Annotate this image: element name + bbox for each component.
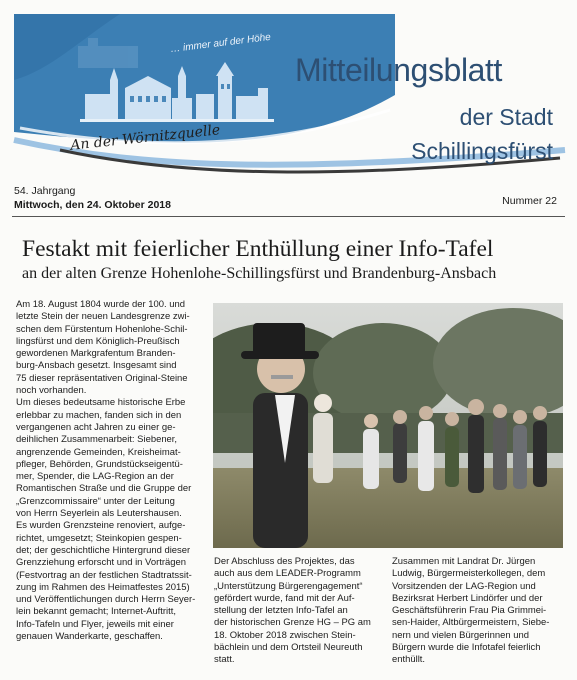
col1-line: Um dieses bedeutsame historische Erbe — [16, 397, 186, 409]
col1-line: vergangenen acht Jahren zu einer ge- — [16, 421, 176, 433]
article-headline: Festakt mit feierlicher Enthüllung einer Info-Tafel — [22, 236, 494, 262]
issue-number: Nummer 22 — [502, 195, 557, 207]
col1-line: deihlichen Zusammenarbeit: Siebener, — [16, 434, 178, 446]
col2-line: Der Abschluss des Projektes, das — [214, 556, 355, 567]
col1-line: angrenzende Gemeinden, Kreisheimat- — [16, 446, 181, 458]
article-column-3 — [392, 556, 562, 667]
masthead-title-line3: Schillingsfürst — [411, 138, 553, 164]
col1-line: 75 dieser repräsentativen Original-Steine — [16, 372, 188, 384]
masthead — [0, 0, 577, 178]
col1-line: schen dem Fürstentum Hohenlohe-Schil- — [16, 323, 188, 335]
col3-line: sen-Haider, Altbürgermeistern, Siebe- — [392, 617, 550, 629]
col1-line: letzte Stein der neuen Landesgrenze zwi- — [16, 311, 190, 323]
col2-line: statt. — [214, 654, 235, 666]
col1-line: und Veröffentlichungen durch Herrn Seyer- — [16, 594, 196, 606]
col1-line: pfleger, Behörden, Grundstückseigentü- — [16, 458, 183, 470]
col1-line: burg-Ansbach gesetzt. Insgesamt sind — [16, 360, 177, 372]
col1-line: von Herrn Seyerlein als Leutershausen. — [16, 508, 182, 520]
col2-line: stellung der letzten Info-Tafel an — [214, 605, 348, 617]
col3-line: Zusammen mit Landrat Dr. Jürgen — [392, 556, 536, 567]
masthead-title: Mitteilungsblatt — [295, 52, 503, 88]
col1-line: lein bekannt gemacht; Internet-Auftritt, — [16, 606, 176, 618]
col1-line: erlebbar zu machen, fanden sich in den — [16, 409, 182, 421]
col3-line: Vorsitzenden der LAG-Region und — [392, 580, 536, 592]
col1-line: „Grenzcommissaire“ unter der Leitung — [16, 495, 175, 507]
col2-line: 18. Oktober 2018 zwischen Stein- — [214, 629, 356, 641]
col1-line: mer, Spender, die LAG-Region an der — [16, 471, 174, 483]
col1-line: det; der geschichtliche Hintergrund dieser — [16, 544, 191, 556]
masthead-title-line2: der Stadt — [459, 104, 553, 130]
col1-line: noch vorhanden. — [16, 385, 87, 397]
article-column-1 — [16, 299, 206, 643]
issue-volume: 54. Jahrgang — [14, 185, 76, 197]
col3-line: Ludwig, Bürgermeisterkollegen, dem — [392, 568, 546, 580]
article-photo — [213, 303, 563, 548]
col1-line: Info-Tafeln und Flyer, jeweils mit einer — [16, 618, 174, 630]
col2-line: der historischen Grenze HG – PG am — [214, 617, 371, 629]
masthead-town-script: An der Wörnitzquelle — [69, 122, 221, 154]
col1-line: Es wurden Grenzsteine renoviert, aufge- — [16, 520, 186, 532]
article-subheadline: an der alten Grenze Hohenlohe-Schillingsfürst und Brandenburg-Ansbach — [22, 265, 497, 282]
col1-line: genauen Wanderkarte, geschaffen. — [16, 631, 163, 643]
col1-line: gewordenen Markgrafentum Branden- — [16, 348, 176, 360]
article-column-2 — [214, 556, 382, 667]
col1-line: Grenzziehung erforscht und in Vorträgen — [16, 557, 186, 569]
col1-line: (Festvortrag an der festlichen Stadtratssit- — [16, 569, 192, 581]
col1-line: Romantischen Straße und die Gruppe der — [16, 483, 192, 495]
col2-line: bächlein und dem Ortsteil Neureuth — [214, 642, 363, 654]
col3-line: nern und vielen Bürgerinnen und — [392, 629, 529, 641]
ceremony-photo-image — [213, 303, 563, 548]
col1-line: richtet, umgesetzt; Steinkopien gespen- — [16, 532, 182, 544]
col2-line: „Unterstützung Bürgerengagement“ — [214, 580, 363, 592]
col3-line: Bezirksrat Herbert Lindörfer und der — [392, 592, 543, 604]
col3-line: Geschäftsführerin Frau Pia Grimmei- — [392, 605, 547, 617]
issue-date: Mittwoch, den 24. Oktober 2018 — [14, 199, 171, 211]
col1-line: lingsfürst und dem Königlich-Preußisch — [16, 335, 180, 347]
col2-line: gefördert wurde, fand mit der Auf- — [214, 592, 355, 604]
col3-line: Bürgern wurde die Infotafel feierlich — [392, 642, 541, 654]
masthead-motto: … immer auf der Höhe — [169, 31, 272, 56]
col2-line: auch aus dem LEADER-Programm — [214, 568, 361, 580]
header-divider — [12, 216, 565, 217]
col3-line: enthüllt. — [392, 654, 426, 666]
col1-line: Am 18. August 1804 wurde der 100. und — [16, 299, 185, 310]
col1-line: zung im Rahmen des Heimatfestes 2015) — [16, 581, 190, 593]
